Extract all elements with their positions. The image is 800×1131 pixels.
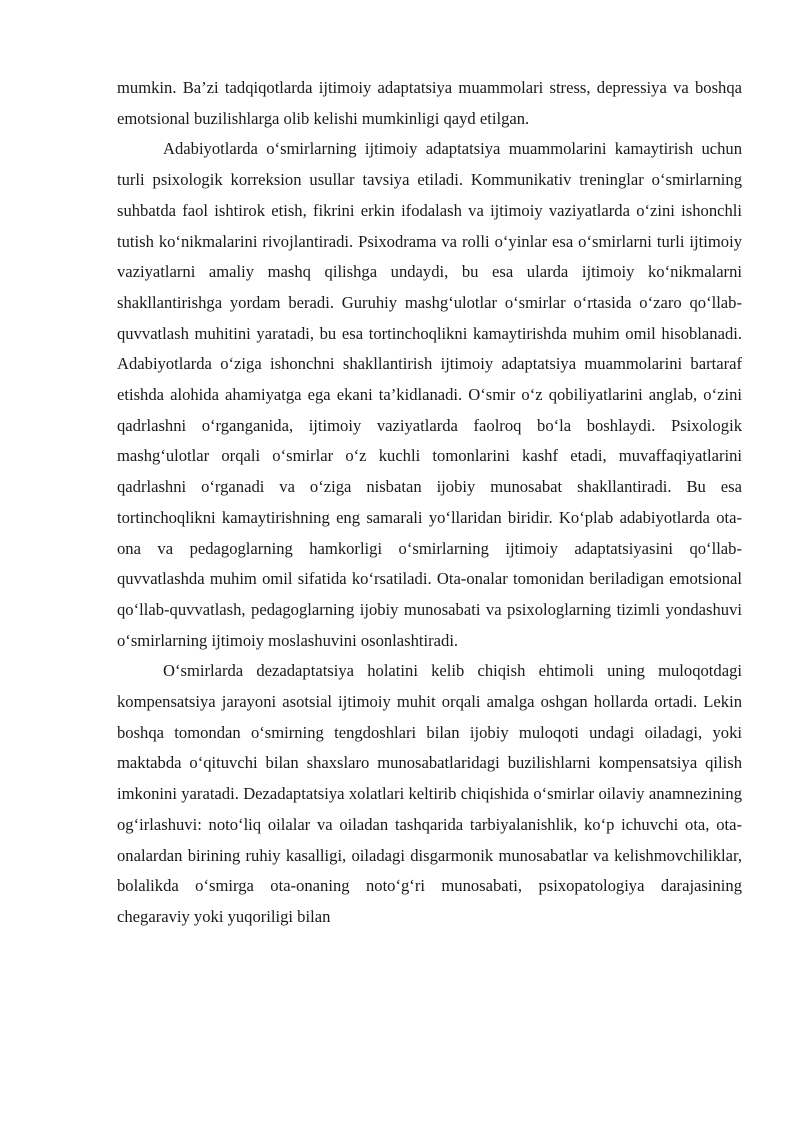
paragraph-correction-methods: Adabiyotlarda o‘smirlarning ijtimoiy adaptatsiya muammolarini kamaytirish uchun turli psixologik korreksion usullar tavsiya etiladi. Kommunikativ treninglar o‘smirlarning suhbatda faol ishtirok etish, fikrini erkin ifodalash va ijtimoiy vaziyatlarda o‘zini ishonchli tutish ko‘nikmalarini rivojlantiradi. Psixodrama va rolli o‘yinlar esa o‘smirlarni turli ijtimoiy vaziyatlarni amaliy mashq qilishga undaydi, bu esa ularda ijtimoiy ko‘nikmalarni shakllantirishga yordam beradi. Guruhiy mashg‘ulotlar o‘smirlar o‘rtasida o‘zaro qo‘llab-quvvatlash muhitini yaratadi, bu esa tortinchoqlikni kamaytirishda muhim omil hisoblanadi. Adabiyotlarda o‘ziga ishonchni shakllantirish ijtimoiy adaptatsiya muammolarini bartaraf etishda alohida ahamiyatga ega ekani ta’kidlanadi. O‘smir o‘z qobiliyatlarini anglab, o‘zini qadrlashni o‘rganganida, ijtimoiy vaziyatlarda faolroq bo‘la boshlaydi. Psixologik mashg‘ulotlar orqali o‘smirlar o‘z kuchli tomonlarini kashf etadi, muvaffaqiyatlarini qadrlashni o‘rganadi va o‘ziga nisbatan ijobiy munosabat shakllantiradi. Bu esa tortinchoqlikni kamaytirishning eng samarali yo‘llaridan biridir. Ko‘plab adabiyotlarda ota-ona va pedagoglarning hamkorligi o‘smirlarning ijtimoiy adaptatsiyasini qo‘llab-quvvatlashda muhim omil sifatida ko‘rsatiladi. Ota-onalar tomonidan beriladigan emotsional qo‘llab-quvvatlash, pedagoglarning ijobiy munosabati va psixologlarning tizimli yondashuvi o‘smirlarning ijtimoiy moslashuvini osonlashtiradi.	[117, 139, 742, 650]
paragraph-continuation: mumkin. Ba’zi tadqiqotlarda ijtimoiy adaptatsiya muammolari stress, depressiya va boshqa emotsional buzilishlarga olib kelishi mumkinligi qayd etilgan.	[117, 78, 742, 128]
paragraph-dezadaptation: O‘smirlarda dezadaptatsiya holatini kelib chiqish ehtimoli uning muloqotdagi kompensatsiya jarayoni asotsial ijtimoiy muhit orqali amalga oshgan hollarda ortadi. Lekin boshqa tomondan o‘smirning tengdoshlari bilan ijobiy muloqoti undagi oiladagi, yoki maktabda o‘qituvchi bilan shaxslaro munosabatlaridagi buzilishlarni kompensatsiya qilish imkonini yaratadi. Dezadaptatsiya xolatlari keltirib chiqishida o‘smirlar oilaviy anamnezining og‘irlashuvi: noto‘liq oilalar va oiladan tashqarida tarbiyalanishlik, ko‘p ichuvchi ota, ota-onalardan birining ruhiy kasalligi, oiladagi disgarmonik munosabatlar va kelishmovchiliklar, bolalikda o‘smirga ota-onaning noto‘g‘ri munosabati, psixopatologiya darajasining chegaraviy yoki yuqoriligi bilan	[117, 661, 742, 926]
document-page	[117, 73, 742, 933]
